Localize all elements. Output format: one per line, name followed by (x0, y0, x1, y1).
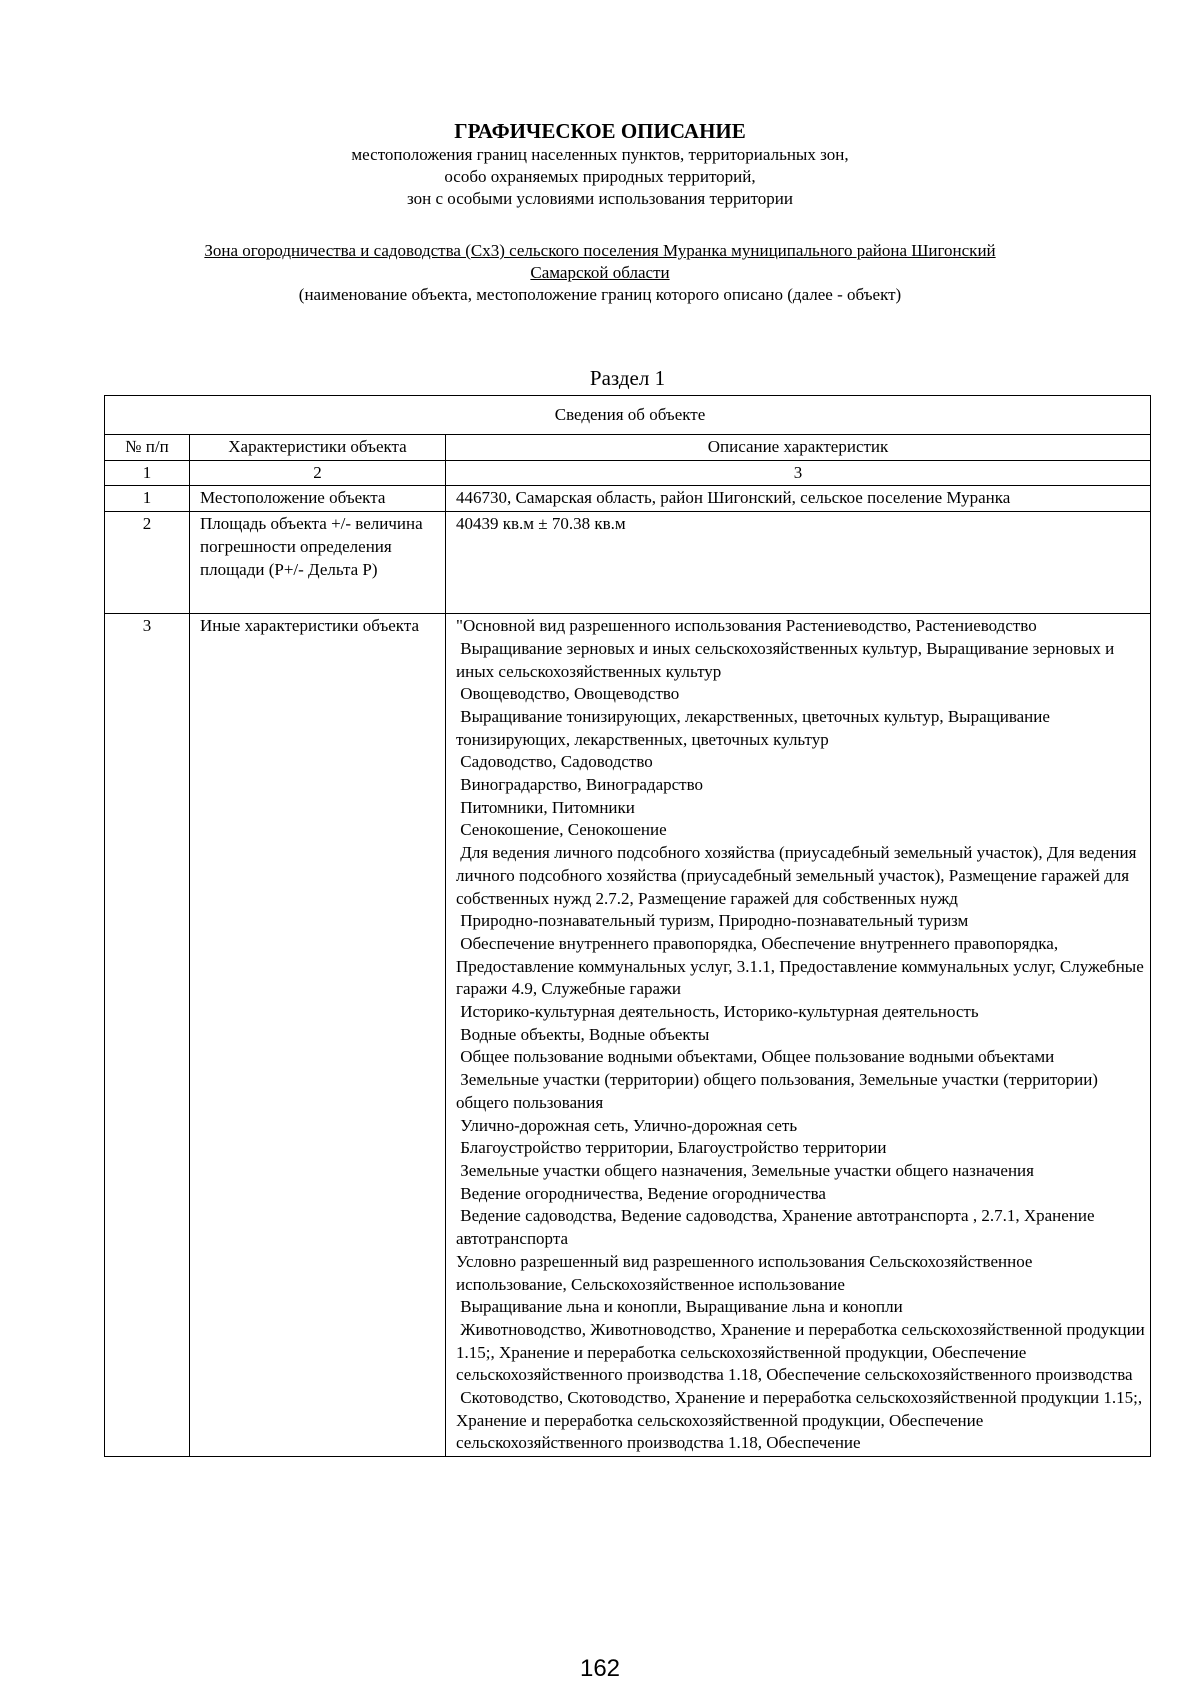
row-description: 446730, Самарская область, район Шигонский, сельское поселение Муранка (446, 486, 1151, 512)
row-num: 1 (105, 486, 190, 512)
description-line: Земельные участки общего назначения, Земельные участки общего назначения (456, 1160, 1034, 1180)
row-description (446, 614, 1151, 1457)
description-line: Животноводство, Животноводство, Хранение и переработка сельскохозяйственной продукции 1.15;, Хранение и переработка сельскохозяйственной продукции, Обеспечение сельскохозяйственного производства 1.18, Обеспечение сельскохозяйственного производства (456, 1319, 1150, 1385)
row-num: 2 (105, 512, 190, 614)
table-row (105, 614, 1151, 1457)
row-characteristic: Площадь объекта +/- величина погрешности определения площади (P+/- Дельта P) (190, 512, 446, 614)
subtitle-line-1: местоположения границ населенных пунктов, территориальных зон, (351, 145, 849, 164)
description-line: Садоводство, Садоводство (456, 752, 653, 772)
table-row (105, 512, 1151, 614)
description-line: Водные объекты, Водные объекты (456, 1024, 710, 1044)
description-line: Виноградарство, Виноградарство (456, 775, 704, 795)
description-line: Улично-дорожная сеть, Улично-дорожная сеть (456, 1115, 798, 1135)
object-name-block (130, 240, 1070, 306)
description-line: Благоустройство территории, Благоустройство территории (456, 1138, 887, 1158)
numbering-3: 3 (446, 460, 1151, 486)
subtitle-line-2: особо охраняемых природных территорий, (444, 167, 756, 186)
description-line: Выращивание льна и конопли, Выращивание льна и конопли (456, 1297, 903, 1317)
subtitle-line-3: зон с особыми условиями использования территории (407, 189, 793, 208)
description-line: Земельные участки (территории) общего пользования, Земельные участки (территории) общего пользования (456, 1070, 1103, 1112)
table-caption: Сведения об объекте (105, 396, 1151, 435)
table-row (105, 486, 1151, 512)
description-line: Историко-культурная деятельность, Историко-культурная деятельность (456, 1002, 979, 1022)
object-name-line-2: Самарской области (530, 263, 670, 282)
object-name-caption: (наименование объекта, местоположение границ которого описано (далее - объект) (298, 285, 902, 304)
document-title: ГРАФИЧЕСКОЕ ОПИСАНИЕ (454, 119, 746, 143)
header-description: Описание характеристик (446, 435, 1151, 461)
row-num: 3 (105, 614, 190, 1457)
table-caption-row (105, 396, 1151, 435)
object-info-table (104, 395, 1151, 1457)
description-line: Ведение огородничества, Ведение огородничества (456, 1183, 826, 1203)
description-line: Для ведения личного подсобного хозяйства (приусадебный земельный участок), Для ведения личного подсобного хозяйства (приусадебный земельный участок), Размещение гаражей для собственных нужд 2.7.2, Размещение гаражей для собственных нужд (456, 843, 1141, 908)
description-line: Скотоводство, Скотоводство, Хранение и переработка сельскохозяйственной продукции 1.15;, Хранение и переработка сельскохозяйственной продукции, Обеспечение сельскохозяйственного производства 1.18, Обеспечение (456, 1388, 1147, 1453)
description-line: Обеспечение внутреннего правопорядка, Обеспечение внутреннего правопорядка, Предоставление коммунальных услуг, 3.1.1, Предоставление коммунальных услуг, Служебные гаражи 4.9, Служебные гаражи (456, 933, 1149, 999)
header-characteristic: Характеристики объекта (190, 435, 446, 461)
description-line: Выращивание зерновых и иных сельскохозяйственных культур, Выращивание зерновых и иных сельскохозяйственных культур (456, 638, 1119, 681)
description-line: Выращивание тонизирующих, лекарственных, цветочных культур, Выращивание тонизирующих, лекарственных, цветочных культур (456, 706, 1055, 749)
object-name-line-1: Зона огородничества и садоводства (Сх3) сельского поселения Муранка муниципального района Шигонский (204, 241, 996, 260)
description-line: Условно разрешенный вид разрешенного использования Сельскохозяйственное использование, Сельскохозяйственное использование (456, 1251, 1037, 1294)
header-num: № п/п (105, 435, 190, 461)
description-line: Питомники, Питомники (456, 797, 635, 817)
section-label: Раздел 1 (589, 366, 666, 390)
description-line: Ведение садоводства, Ведение садоводства, Хранение автотранспорта , 2.7.1, Хранение автотранспорта (456, 1206, 1099, 1249)
row-description: 40439 кв.м ± 70.38 кв.м (446, 512, 1151, 614)
description-line: Общее пользование водными объектами, Общее пользование водными объектами (456, 1047, 1055, 1067)
description-line: Природно-познавательный туризм, Природно-познавательный туризм (456, 911, 969, 931)
description-line: "Основной вид разрешенного использования Растениеводство, Растениеводство (456, 616, 1037, 636)
row-characteristic: Иные характеристики объекта (190, 614, 446, 1457)
numbering-1: 1 (105, 460, 190, 486)
row-characteristic: Местоположение объекта (190, 486, 446, 512)
page-number: 162 (579, 1655, 621, 1682)
document-header (0, 118, 1200, 210)
table-numbering-row (105, 460, 1151, 486)
description-line: Овощеводство, Овощеводство (456, 684, 680, 704)
table-header-row (105, 435, 1151, 461)
numbering-2: 2 (190, 460, 446, 486)
description-line: Сенокошение, Сенокошение (456, 820, 667, 840)
